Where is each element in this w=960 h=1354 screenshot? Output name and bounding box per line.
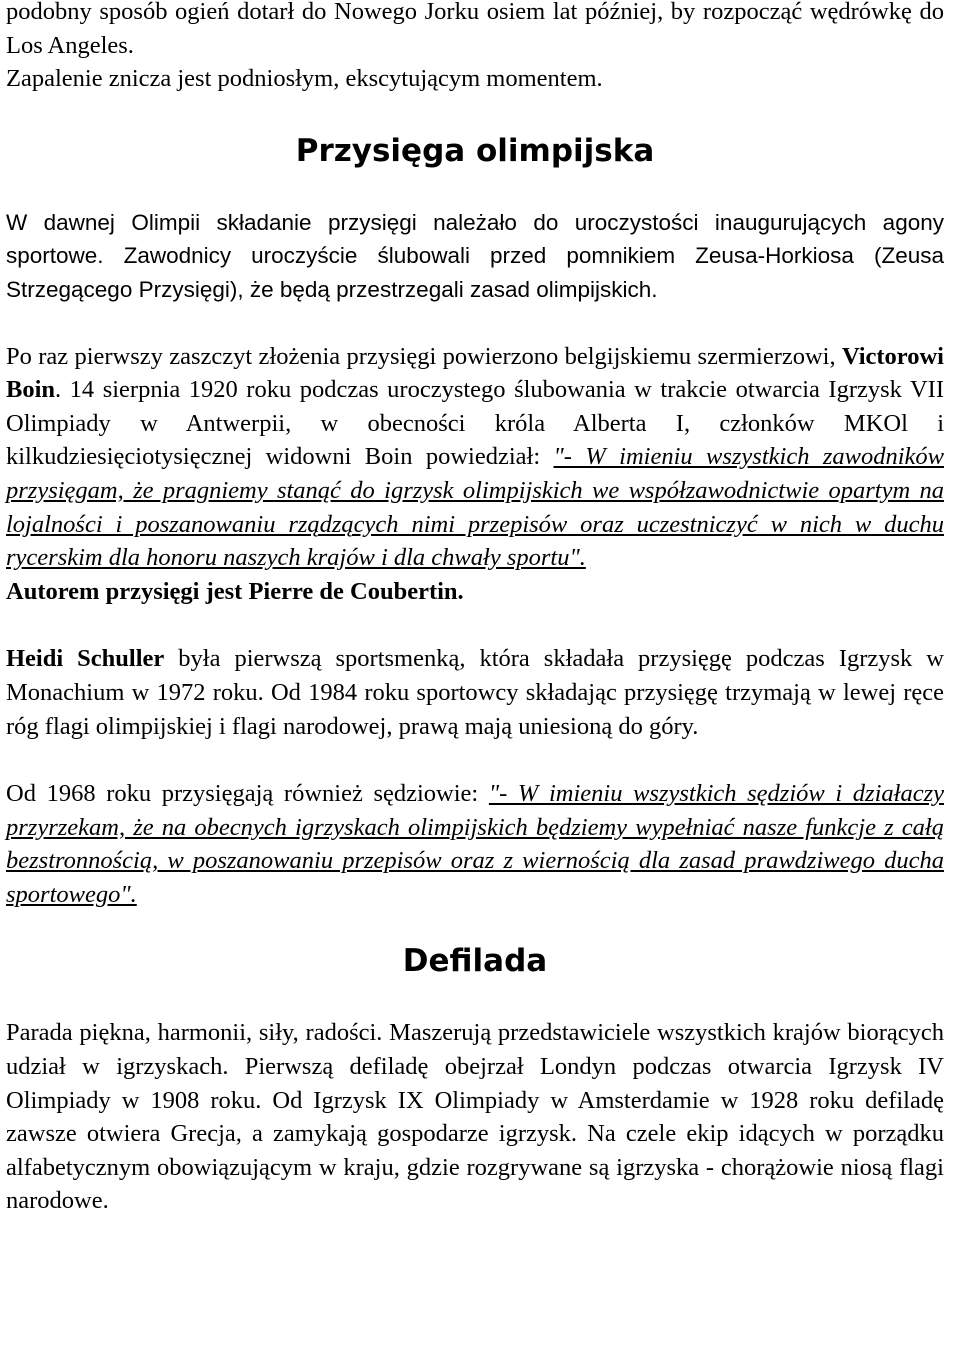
judges-text-before: Od 1968 roku przysięgają również sędziowie: bbox=[6, 780, 489, 808]
first-oath-paragraph bbox=[6, 340, 944, 609]
section-heading-parade: Defilada bbox=[402, 943, 548, 980]
oath-author-line: Autorem przysięgi jest Pierre de Coubertin. bbox=[6, 577, 464, 605]
athlete-oath-quote: "- W imieniu wszystkich zawodników przysięgam, że pragniemy stanąć do igrzysk olimpijskich we współzawodnictwie opartym na lojalności i poszanowaniu rządzących nimi przepisów oraz uczestniczyć w nich w duchu rycerskim dla honoru naszych krajów i dla chwały sportu". bbox=[6, 443, 944, 572]
first-oath-text-before: Po raz pierwszy zaszczyt złożenia przysięgi powierzono belgijskiemu szermierzowi, bbox=[6, 342, 842, 370]
judges-oath-quote: "- W imieniu wszystkich sędziów i działaczy przyrzekam, że na obecnych igrzyskach olimpijskich będziemy wypełniać nasze funkcje z całą bezstronnością, w poszanowaniu przepisów oraz z wiernością dla zasad prawdziwego ducha sportowego". bbox=[6, 780, 944, 908]
judges-oath-paragraph bbox=[6, 777, 944, 911]
intro-torch-sentence: Zapalenie znicza jest podniosłym, ekscytującym momentem. bbox=[6, 65, 603, 93]
schuller-text: była pierwszą sportsmenką, która składała przysięgę podczas Igrzysk w Monachium w 1972 roku. Od 1984 roku sportowcy składając przysięgę trzymają w lewej ręce róg flagi olimpijskiej i flagi narodowej, prawą mają uniesioną do góry. bbox=[6, 645, 944, 740]
oath-history-paragraph: W dawnej Olimpii składanie przysięgi należało do uroczystości inaugurujących agony sportowe. Zawodnicy uroczyście ślubowali przed pomnikiem Zeusa-Horkiosa (Zeusa Strzegącego Przysięgi), że będą przestrzegali zasad olimpijskich. bbox=[6, 209, 944, 302]
intro-paragraph: podobny sposób ogień dotarł do Nowego Jorku osiem lat później, by rozpocząć wędrówkę do Los Angeles. bbox=[6, 0, 944, 59]
athlete-name-boin: Victorowi Boin bbox=[6, 342, 944, 404]
athlete-name-schuller: Heidi Schuller bbox=[6, 645, 165, 673]
intro-block bbox=[6, 0, 944, 96]
first-oath-text-middle: . 14 sierpnia 1920 roku podczas uroczystego ślubowania w trakcie otwarcia Igrzysk VII Olimpiady w Antwerpii, w obecności króla Alberta I, członków MKOl i kilkudziesięciotysięcznej widowni Boin powiedział: bbox=[6, 376, 944, 471]
section-heading-oath: Przysięga olimpijska bbox=[295, 132, 655, 169]
parade-paragraph: Parada piękna, harmonii, siły, radości. Maszerują przedstawiciele wszystkich krajów biorących udział w igrzyskach. Pierwszą defiladę obejrzał Londyn podczas otwarcia Igrzysk IV Olimpiady w 1908 roku. Od Igrzysk IX Olimpiady w Amsterdamie w 1928 roku defiladę zawsze otwiera Grecja, a zamykają gospodarze igrzysk. Na czele ekip idących w porządku alfabetycznym obowiązującym w kraju, gdzie rozgrywane są igrzyska - chorążowie niosą flagi narodowe. bbox=[6, 1019, 944, 1215]
schuller-paragraph bbox=[6, 642, 944, 743]
